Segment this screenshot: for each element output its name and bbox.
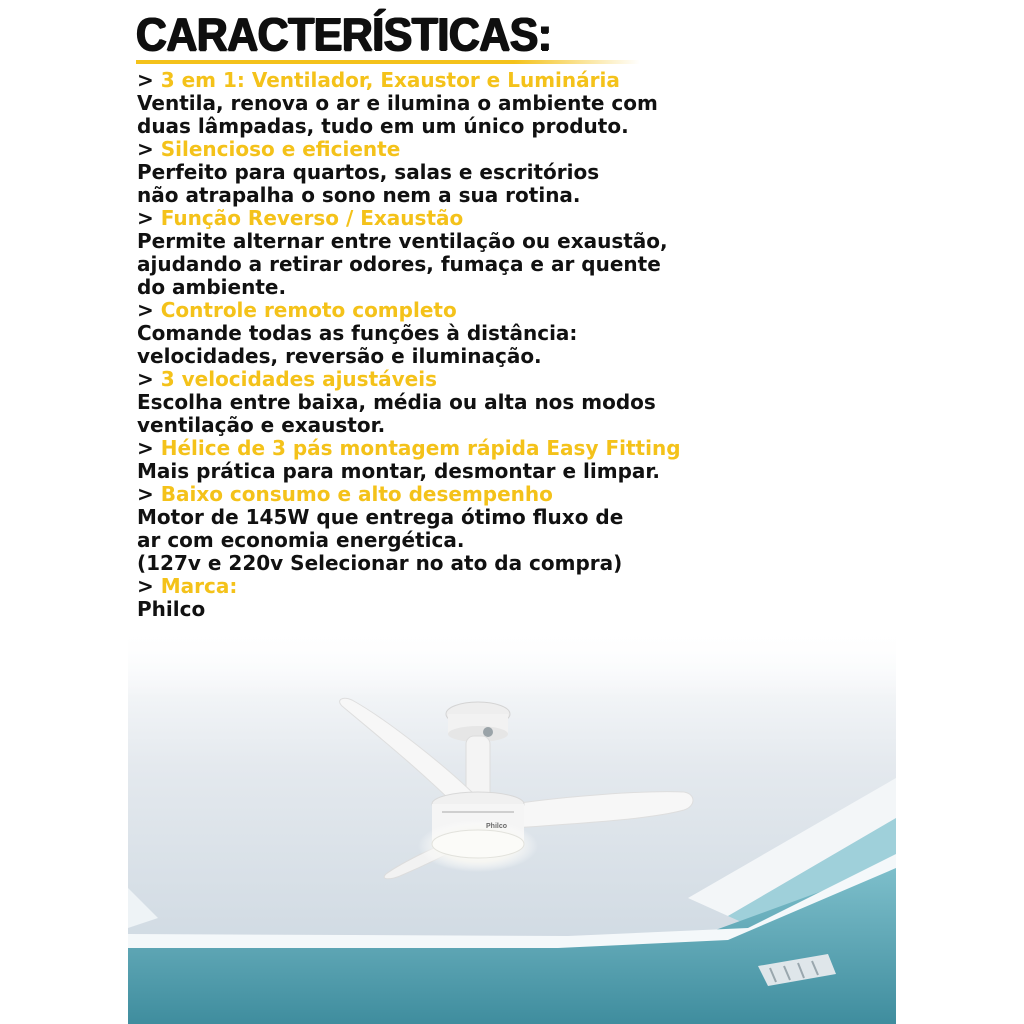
feature-text: Ventila, renova o ar e ilumina o ambiente com [137,91,658,115]
feature-text: Motor de 145W que entrega ótimo fluxo de [137,505,624,529]
feature-item [137,575,737,621]
arrow-marker: > [137,298,154,322]
feature-text: duas lâmpadas, tudo em um único produto. [137,114,629,138]
feature-heading: > 3 em 1: Ventilador, Exaustor e Luminária [137,68,620,92]
arrow-marker: > [137,68,154,92]
feature-heading: > Marca: [137,574,238,598]
feature-item [137,437,737,483]
feature-heading: > Controle remoto completo [137,298,457,322]
feature-item [137,138,737,207]
feature-text: velocidades, reversão e iluminação. [137,344,542,368]
arrow-marker: > [137,206,154,230]
feature-text: Mais prática para montar, desmontar e limpar. [137,459,661,483]
feature-text: do ambiente. [137,275,287,299]
feature-item [137,69,737,138]
feature-text: Permite alternar entre ventilação ou exaustão, [137,229,668,253]
feature-item [137,299,737,368]
feature-text: Perfeito para quartos, salas e escritórios [137,160,600,184]
page-title: CARACTERÍSTICAS: [136,8,552,60]
feature-heading: > 3 velocidades ajustáveis [137,367,437,391]
feature-text: ar com economia energética. [137,528,465,552]
arrow-marker: > [137,367,154,391]
arrow-marker: > [137,436,154,460]
feature-text: não atrapalha o sono nem a sua rotina. [137,183,581,207]
feature-list [137,69,737,621]
feature-heading: > Baixo consumo e alto desempenho [137,482,553,506]
title-underline [136,60,640,64]
feature-text: Escolha entre baixa, média ou alta nos modos [137,390,656,414]
feature-item [137,207,737,299]
feature-heading: > Silencioso e eficiente [137,137,401,161]
feature-item [137,368,737,437]
feature-item [137,483,737,575]
ceiling-fan-illustration [128,628,896,1024]
brand-name: Philco [137,597,206,621]
feature-text: ventilação e exaustor. [137,413,386,437]
feature-text: ajudando a retirar odores, fumaça e ar quente [137,252,661,276]
feature-heading: > Função Reverso / Exaustão [137,206,464,230]
feature-text: (127v e 220v Selecionar no ato da compra) [137,551,623,575]
arrow-marker: > [137,574,154,598]
arrow-marker: > [137,137,154,161]
feature-heading: > Hélice de 3 pás montagem rápida Easy Fitting [137,436,681,460]
arrow-marker: > [137,482,154,506]
feature-text: Comande todas as funções à distância: [137,321,578,345]
fan-brand-label: Philco [486,823,508,830]
product-photo [128,628,896,1024]
